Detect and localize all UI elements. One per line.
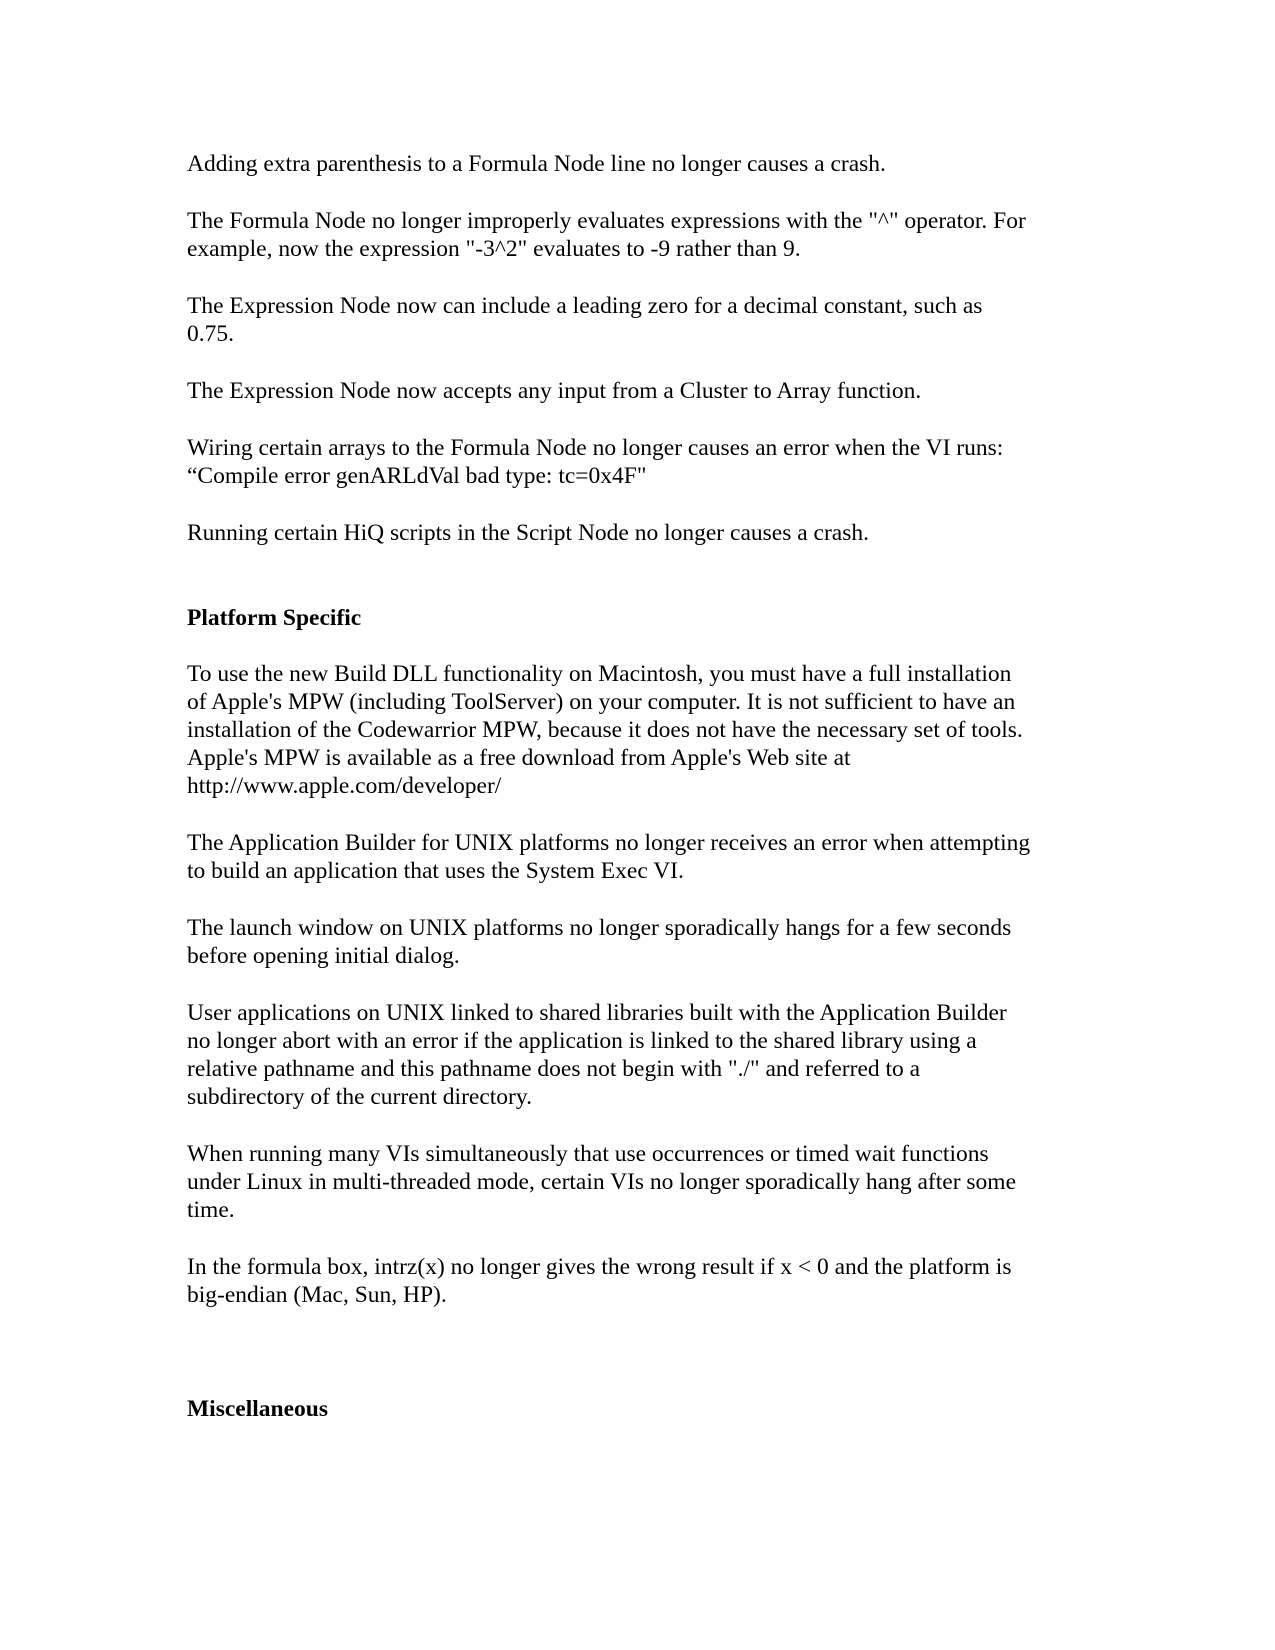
text-line: The Expression Node now can include a leading zero for a decimal constant, such as: [187, 293, 983, 319]
paragraph: [187, 914, 1087, 970]
paragraph: [187, 1253, 1087, 1309]
url-text: http://www.apple.com/developer/: [187, 773, 502, 799]
text-line: example, now the expression "-3^2" evaluates to -9 rather than 9.: [187, 236, 801, 262]
text-line: time.: [187, 1197, 235, 1223]
text-line: Apple's MPW is available as a free download from Apple's Web site at: [187, 745, 851, 771]
text-line: of Apple's MPW (including ToolServer) on your computer. It is not sufficient to have an: [187, 689, 1016, 715]
spacer: [187, 575, 1087, 604]
text-line: Running certain HiQ scripts in the Script Node no longer causes a crash.: [187, 520, 869, 546]
text-line: 0.75.: [187, 321, 234, 347]
text-line: To use the new Build DLL functionality on Macintosh, you must have a full installation: [187, 661, 1012, 687]
paragraph: [187, 150, 1087, 178]
paragraph: [187, 660, 1087, 800]
section-heading: Miscellaneous: [187, 1396, 328, 1422]
page-content: [187, 150, 1087, 1423]
text-line: subdirectory of the current directory.: [187, 1084, 532, 1110]
text-line: User applications on UNIX linked to shared libraries built with the Application Builder: [187, 1000, 1007, 1026]
text-line: no longer abort with an error if the application is linked to the shared library using a: [187, 1028, 977, 1054]
paragraph: [187, 519, 1087, 547]
section-heading: Platform Specific: [187, 605, 362, 631]
paragraph: [187, 377, 1087, 405]
text-line: The launch window on UNIX platforms no longer sporadically hangs for a few seconds: [187, 915, 1012, 941]
text-line: big-endian (Mac, Sun, HP).: [187, 1282, 447, 1308]
section-general-fixes: [187, 150, 1087, 547]
text-line: “Compile error genARLdVal bad type: tc=0x4F": [187, 463, 647, 489]
text-line: installation of the Codewarrior MPW, because it does not have the necessary set of tools.: [187, 717, 1023, 743]
text-line: Wiring certain arrays to the Formula Node no longer causes an error when the VI runs:: [187, 435, 1004, 461]
paragraph: [187, 999, 1087, 1111]
text-line: under Linux in multi-threaded mode, certain VIs no longer sporadically hang after some: [187, 1169, 1016, 1195]
text-line: When running many VIs simultaneously that use occurrences or timed wait functions: [187, 1141, 989, 1167]
paragraph: [187, 434, 1087, 490]
text-line: Adding extra parenthesis to a Formula Node line no longer causes a crash.: [187, 151, 886, 177]
paragraph: [187, 207, 1087, 263]
text-line: relative pathname and this pathname does not begin with "./" and referred to a: [187, 1056, 921, 1082]
section-platform-specific: [187, 604, 1087, 1309]
spacer: [187, 547, 1087, 575]
paragraph: [187, 1140, 1087, 1224]
text-line: In the formula box, intrz(x) no longer gives the wrong result if x < 0 and the platform is: [187, 1254, 1012, 1280]
text-line: before opening initial dialog.: [187, 943, 460, 969]
text-line: The Expression Node now accepts any input from a Cluster to Array function.: [187, 378, 922, 404]
spacer: [187, 632, 1087, 660]
text-line: to build an application that uses the System Exec VI.: [187, 858, 684, 884]
section-miscellaneous: [187, 1395, 1087, 1423]
text-line: The Formula Node no longer improperly evaluates expressions with the "^" operator. For: [187, 208, 1026, 234]
paragraph: [187, 829, 1087, 885]
paragraph: [187, 292, 1087, 348]
text-line: The Application Builder for UNIX platforms no longer receives an error when attempting: [187, 830, 1031, 856]
spacer: [187, 1309, 1087, 1395]
